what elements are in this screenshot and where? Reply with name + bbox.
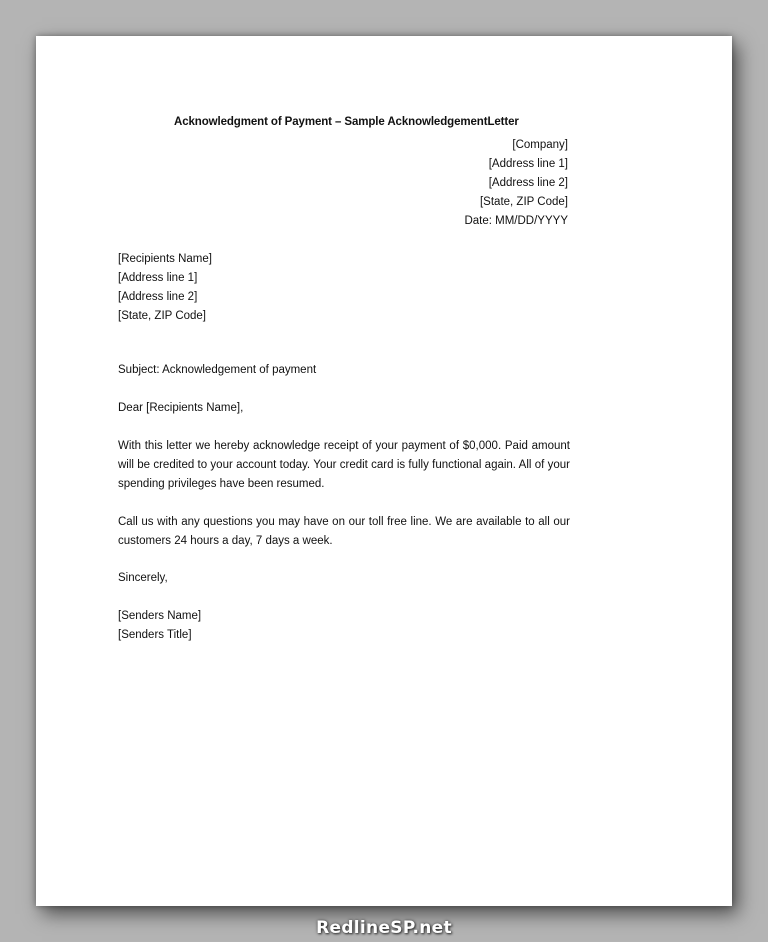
- sender-address-line-2: [Address line 2]: [488, 177, 568, 189]
- sender-company: [Company]: [512, 139, 568, 151]
- document-title: Acknowledgment of Payment – Sample AcknowledgementLetter: [174, 116, 519, 128]
- body-paragraph-2: Call us with any questions you may have on our toll free line. We are available to all our customers 24 hours a day, 7 days a week.: [118, 516, 570, 547]
- letter-date: Date: MM/DD/YYYY: [464, 215, 568, 227]
- watermark: RedlineSP.net: [316, 918, 452, 938]
- sender-address-block: [464, 136, 568, 231]
- closing: Sincerely,: [118, 572, 168, 584]
- letter-page: [36, 36, 732, 906]
- sender-address-line-1: [Address line 1]: [488, 158, 568, 170]
- sender-name: [Senders Name]: [118, 610, 202, 622]
- recipient-name: [Recipients Name]: [118, 253, 212, 265]
- signature-block: [118, 607, 201, 645]
- sender-title: [Senders Title]: [118, 629, 192, 641]
- recipient-state-zip: [State, ZIP Code]: [118, 310, 207, 322]
- recipient-address-block: [118, 250, 212, 326]
- recipient-address-line-1: [Address line 1]: [118, 272, 198, 284]
- salutation: Dear [Recipients Name],: [118, 402, 244, 414]
- letter-subject: Subject: Acknowledgement of payment: [118, 364, 317, 376]
- body-paragraph-1: With this letter we hereby acknowledge receipt of your payment of $0,000. Paid amount will be credited to your account today. Your credit card is fully functional again. All of your spending privileges have been resumed.: [118, 440, 570, 490]
- recipient-address-line-2: [Address line 2]: [118, 291, 198, 303]
- sender-state-zip: [State, ZIP Code]: [479, 196, 568, 208]
